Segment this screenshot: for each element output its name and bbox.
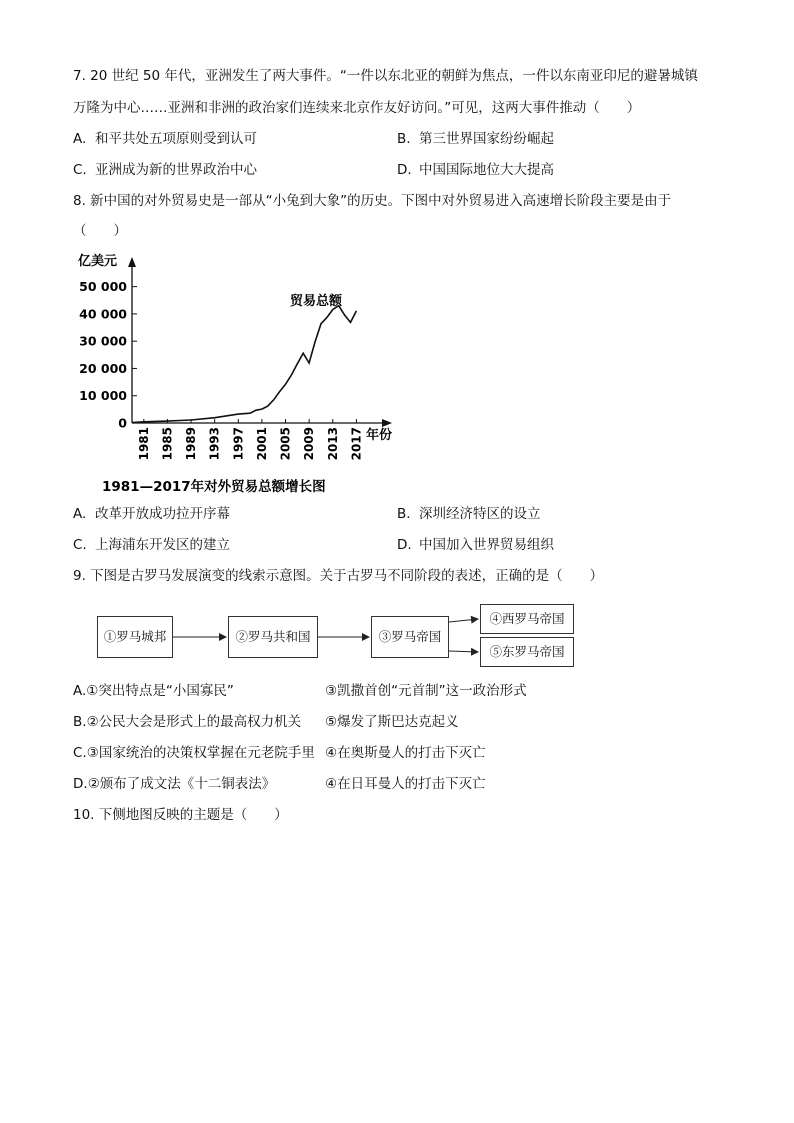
option-label: C. <box>73 745 87 761</box>
x-tick-label: 1985 <box>160 427 175 461</box>
q9-option-a[interactable] <box>73 682 234 700</box>
chart-title: 1981—2017年对外贸易总额增长图 <box>102 479 326 495</box>
option-text: 深圳经济特区的设立 <box>419 506 541 522</box>
option-label: B. <box>73 714 87 730</box>
flow-box-roman-city-state: ①罗马城邦 <box>97 616 173 658</box>
q9-stem: 9. 下图是古罗马发展演变的线索示意图。关于古罗马不同阶段的表述，正确的是（ ） <box>73 568 604 584</box>
q9-option-b[interactable] <box>73 713 301 731</box>
option-text: 上海浦东开发区的建立 <box>95 537 230 553</box>
y-tick-label: 50 000 <box>79 279 127 295</box>
option-label: B. <box>397 506 411 522</box>
x-tick-label: 2001 <box>254 427 269 461</box>
y-tick-label: 0 <box>118 415 127 431</box>
flow-box-eastern-roman-empire: ⑤东罗马帝国 <box>480 637 574 667</box>
option-label: A. <box>73 683 87 699</box>
q9-option-b-right: ⑤爆发了斯巴达克起义 <box>325 714 459 730</box>
q7-stem-line2: 万隆为中心……亚洲和非洲的政治家们连续来北京作友好访问。”可见，这两大事件推动（ ） <box>73 100 641 116</box>
y-axis-label: 亿美元 <box>78 254 118 269</box>
flow-box-roman-republic: ②罗马共和国 <box>228 616 318 658</box>
option-text: 和平共处五项原则受到认可 <box>95 131 257 147</box>
option-label: D. <box>73 776 88 792</box>
x-tick-label: 1981 <box>136 427 151 461</box>
y-tick-label: 20 000 <box>79 360 127 376</box>
q9-option-c[interactable] <box>73 744 315 762</box>
option-label: C. <box>73 537 87 553</box>
x-tick-label: 1993 <box>207 427 222 461</box>
series-annotation: 贸易总额 <box>290 294 343 309</box>
option-text: 亚洲成为新的世界政治中心 <box>95 162 257 178</box>
q9-option-d-right: ④在日耳曼人的打击下灭亡 <box>325 776 486 792</box>
option-label: D. <box>397 537 412 553</box>
q10-stem: 10. 下侧地图反映的主题是（ ） <box>73 807 288 823</box>
x-tick-label: 1997 <box>231 427 246 461</box>
option-left-text: ②颁布了成文法《十二铜表法》 <box>87 776 276 792</box>
option-label: A. <box>73 131 87 147</box>
option-label: A. <box>73 506 87 522</box>
option-text: 中国加入世界贸易组织 <box>419 537 554 553</box>
arrow-3-to-4 <box>449 619 478 622</box>
option-label: D. <box>397 162 412 178</box>
x-tick-label: 2013 <box>325 427 340 461</box>
x-tick-label: 2017 <box>349 427 364 461</box>
x-tick-label: 2009 <box>302 427 317 461</box>
x-tick-label: 1989 <box>184 427 199 461</box>
flow-box-roman-empire: ③罗马帝国 <box>371 616 449 658</box>
option-label: B. <box>397 131 411 147</box>
q8-stem-line2: （ ） <box>73 223 127 239</box>
flow-box-western-roman-empire: ④西罗马帝国 <box>480 604 574 634</box>
q9-option-c-right: ④在奥斯曼人的打击下灭亡 <box>325 745 486 761</box>
option-text: 中国国际地位大大提高 <box>419 162 554 178</box>
option-left-text: ②公民大会是形式上的最高权力机关 <box>86 714 302 730</box>
x-tick-label: 2005 <box>278 427 293 461</box>
arrow-3-to-5 <box>449 651 478 652</box>
q9-option-d[interactable] <box>73 775 275 793</box>
option-text: 改革开放成功拉开序幕 <box>95 506 230 522</box>
y-tick-label: 10 000 <box>79 388 127 404</box>
option-left-text: ①突出特点是“小国寡民” <box>86 683 234 699</box>
option-text: 第三世界国家纷纷崛起 <box>419 131 554 147</box>
q8-stem-line1: 8. 新中国的对外贸易史是一部从“小兔到大象”的历史。下图中对外贸易进入高速增长阶段主要是由于 <box>73 193 672 209</box>
option-left-text: ③国家统治的决策权掌握在元老院手里 <box>86 745 315 761</box>
option-label: C. <box>73 162 87 178</box>
y-tick-label: 30 000 <box>79 333 127 349</box>
q7-stem-line1: 7. 20 世纪 50 年代，亚洲发生了两大事件。“一件以东北亚的朝鲜为焦点，一件以东南亚印尼的避暑城镇 <box>73 68 698 84</box>
q9-option-a-right: ③凯撒首创“元首制”这一政治形式 <box>325 683 527 699</box>
x-axis-label: 年份 <box>366 428 393 443</box>
y-tick-label: 40 000 <box>79 306 127 322</box>
